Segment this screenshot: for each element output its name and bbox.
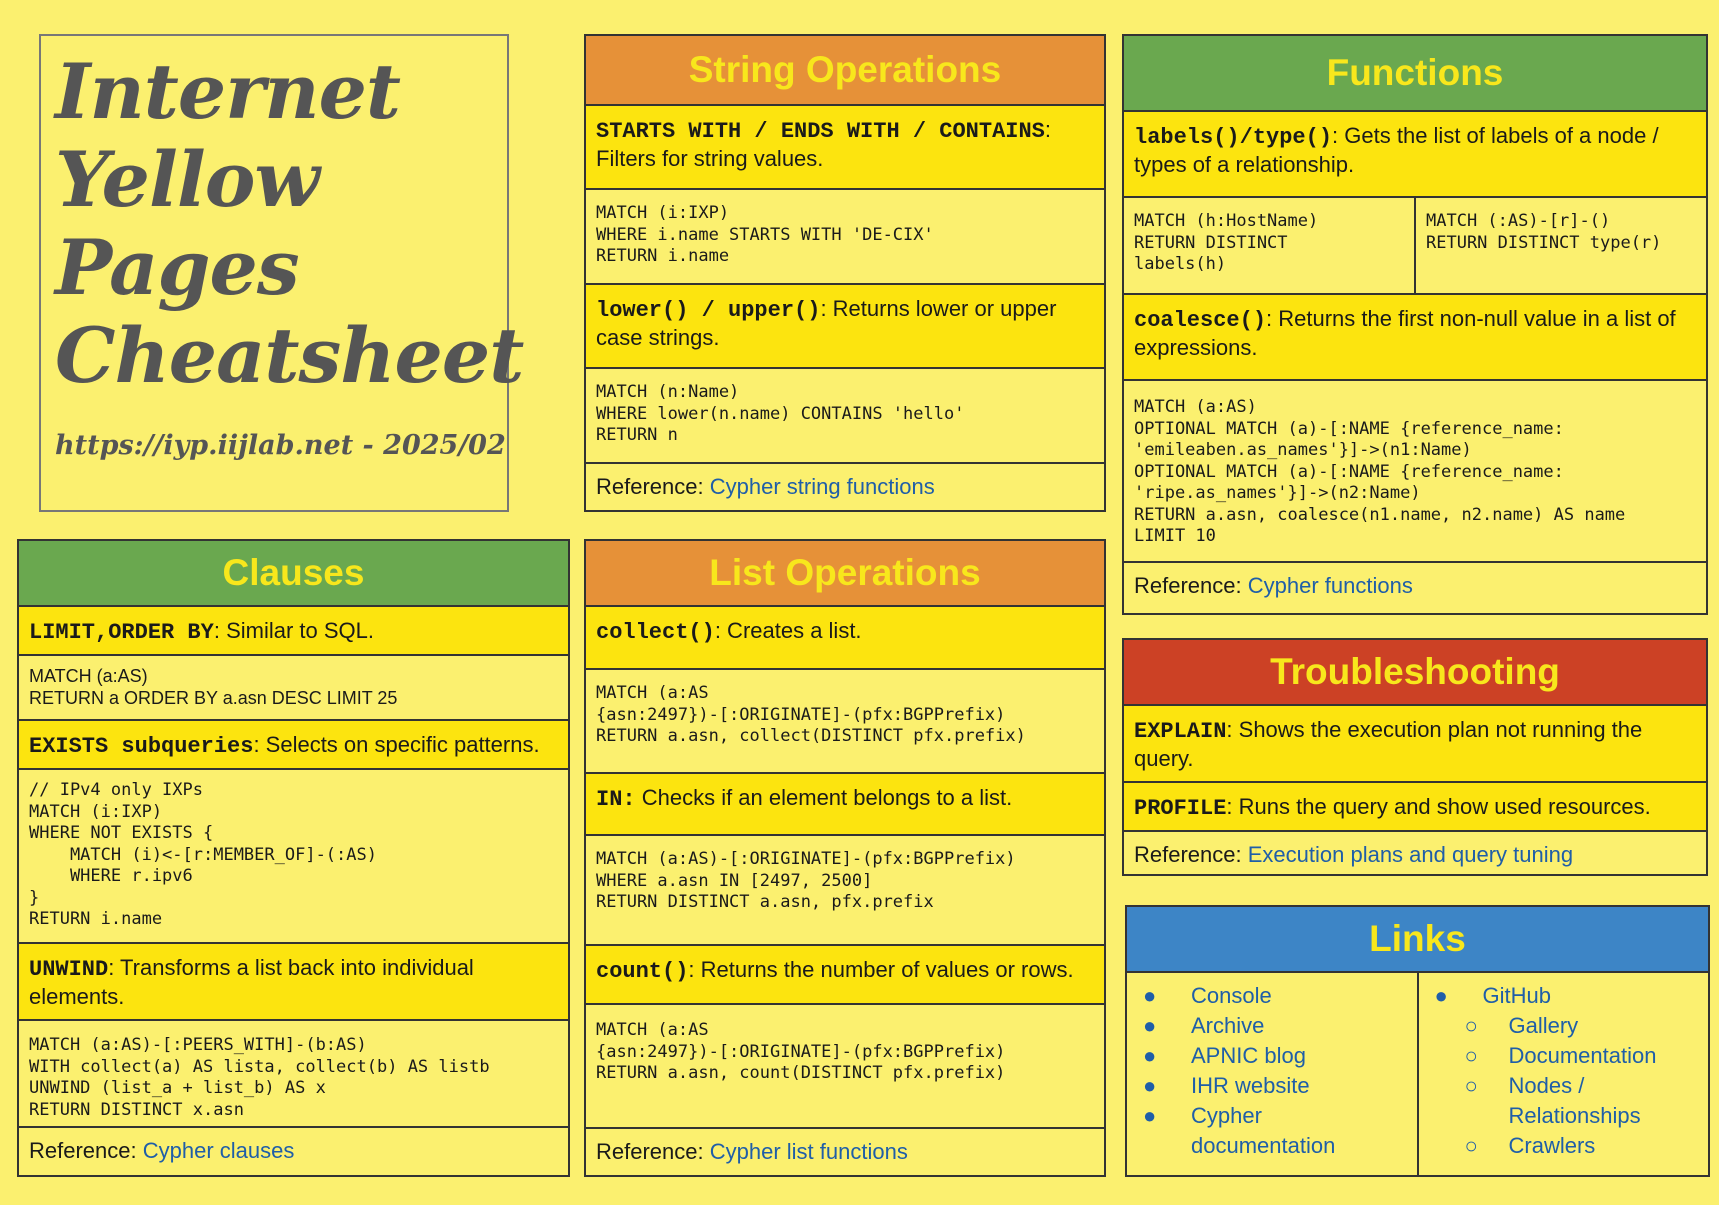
list-item[interactable] [1137,1071,1407,1101]
code-example: MATCH (i:IXP) WHERE i.name STARTS WITH 'DE-CIX' RETURN i.name [586,190,1104,285]
unwind-description [19,944,568,1021]
keyword: collect() [596,620,715,645]
description-text: : Filters for string values. [596,117,1051,171]
reference-label: Reference: [596,1139,710,1164]
cypher-documentation-link[interactable]: Cypher documentation [1191,1103,1336,1158]
keyword: EXISTS subqueries [29,734,254,759]
title-card [39,34,524,512]
count-description [586,946,1104,1005]
functions-card [1122,34,1708,615]
ihr-website-link[interactable]: IHR website [1191,1073,1310,1098]
apnic-blog-link[interactable]: APNIC blog [1191,1043,1306,1068]
keyword: LIMIT,ORDER BY [29,620,214,645]
description-text: : Creates a list. [714,618,862,643]
list-item[interactable] [1137,1041,1407,1071]
bullet-icon: ● [1143,1013,1157,1038]
description-text: Checks if an element belongs to a list. [635,785,1013,810]
reference [1124,832,1706,878]
code-example: MATCH (h:HostName) RETURN DISTINCT labels(h) [1124,198,1416,293]
cypher-clauses-link[interactable]: Cypher clauses [142,1138,295,1163]
title-line: Internet [55,47,401,136]
bullet-icon: ● [1143,1073,1157,1098]
documentation-link[interactable]: Documentation [1508,1043,1657,1068]
archive-link[interactable]: Archive [1191,1013,1265,1038]
circle-bullet-icon: ○ [1464,1013,1478,1038]
description-text: : Returns the number of values or rows. [688,957,1074,982]
collect-description [586,607,1104,670]
code-example: MATCH (a:AS) OPTIONAL MATCH (a)-[:NAME {reference_name: 'emileaben.as_names'}]->(n1:Name) OPTIONAL MATCH (a)-[:NAME {reference_name: 'ripe.as_names'}]->(n2:Name) RETURN a.asn, coalesce(n1.name, n2.name) AS name LIMIT 10 [1124,381,1706,563]
reference [586,464,1104,510]
code-example: MATCH (n:Name) WHERE lower(n.name) CONTAINS 'hello' RETURN n [586,369,1104,464]
case-functions-description [586,285,1104,369]
crawlers-link[interactable]: Crawlers [1508,1133,1596,1158]
keyword: IN: [596,787,636,812]
description-text: : Similar to SQL. [213,618,374,643]
code-example: MATCH (:AS)-[r]-() RETURN DISTINCT type(r) [1416,198,1706,293]
code-example: MATCH (a:AS)-[:PEERS_WITH]-(b:AS) WITH collect(a) AS lista, collect(b) AS listb UNWIND (list_a + list_b) AS x RETURN DISTINCT x.asn [19,1021,568,1128]
reference [586,1129,1104,1175]
cypher-functions-link[interactable]: Cypher functions [1247,573,1413,598]
code-example: MATCH (a:AS {asn:2497})-[:ORIGINATE]-(pfx:BGPPrefix) RETURN a.asn, collect(DISTINCT pfx.prefix) [586,670,1104,774]
list-item[interactable] [1137,1011,1407,1041]
troubleshooting-card [1122,638,1708,876]
code-example: MATCH (a:AS) RETURN a ORDER BY a.asn DESC LIMIT 25 [19,656,568,721]
list-item[interactable] [1429,1131,1699,1161]
code-example: MATCH (a:AS)-[:ORIGINATE]-(pfx:BGPPrefix) WHERE a.asn IN [2497, 2500] RETURN DISTINCT a.asn, pfx.prefix [586,836,1104,946]
description-text: : Runs the query and show used resources. [1226,794,1651,819]
reference-label: Reference: [596,474,710,499]
limit-order-description [19,607,568,656]
keyword: UNWIND [29,957,109,982]
labels-type-description [1124,112,1706,198]
title-line: Pages [55,223,299,312]
keyword: count() [596,959,689,984]
code-example: MATCH (a:AS {asn:2497})-[:ORIGINATE]-(pfx:BGPPrefix) RETURN a.asn, count(DISTINCT pfx.prefix) [586,1005,1104,1129]
circle-bullet-icon: ○ [1464,1133,1478,1158]
keyword: EXPLAIN [1134,719,1227,744]
list-operations-header: List Operations [586,541,1104,607]
keyword: lower() / upper() [596,298,821,323]
profile-description [1124,783,1706,832]
gallery-link[interactable]: Gallery [1508,1013,1579,1038]
nodes-relationships-link[interactable]: Nodes / Relationships [1508,1073,1641,1128]
clauses-header: Clauses [19,541,568,607]
circle-bullet-icon: ○ [1464,1043,1478,1068]
description-text: : Gets the list of labels of a node / types of a relationship. [1134,123,1659,177]
keyword: labels()/type() [1134,125,1333,150]
bullet-icon: ● [1434,983,1448,1008]
bullet-icon: ● [1143,983,1157,1008]
console-link[interactable]: Console [1191,983,1272,1008]
coalesce-description [1124,295,1706,381]
bullet-icon: ● [1143,1103,1157,1128]
description-text: : Transforms a list back into individual elements. [29,955,474,1009]
list-item[interactable] [1429,1011,1699,1041]
keyword: STARTS WITH / ENDS WITH / CONTAINS [596,119,1045,144]
title-line: Cheatsheet [55,311,524,400]
links-left-column [1127,973,1419,1175]
explain-description [1124,706,1706,783]
execution-plans-link[interactable]: Execution plans and query tuning [1247,842,1574,867]
description-text: : Shows the execution plan not running the query. [1134,717,1643,771]
list-item[interactable] [1429,1041,1699,1071]
functions-header: Functions [1124,36,1706,112]
bullet-icon: ● [1143,1043,1157,1068]
reference-label: Reference: [29,1138,143,1163]
string-operations-header: String Operations [586,36,1104,106]
string-operations-card [584,34,1106,512]
troubleshooting-header: Troubleshooting [1124,640,1706,706]
cypher-list-functions-link[interactable]: Cypher list functions [709,1139,908,1164]
exists-description [19,721,568,770]
cheatsheet-subtitle: https://iyp.iijlab.net - 2025/02 [55,430,506,461]
description-text: : Returns the first non-null value in a list of expressions. [1134,306,1676,360]
list-item[interactable] [1429,981,1699,1011]
title-line: Yellow [55,135,319,224]
code-example: // IPv4 only IXPs MATCH (i:IXP) WHERE NOT EXISTS { MATCH (i)<-[r:MEMBER_OF]-(:AS) WHERE r.ipv6 } RETURN i.name [19,770,568,944]
list-item[interactable] [1137,1101,1407,1161]
reference [1124,563,1706,609]
list-operations-card [584,539,1106,1177]
links-header: Links [1127,907,1708,973]
keyword: coalesce() [1134,308,1267,333]
in-description [586,774,1104,836]
description-text: : Returns lower or upper case strings. [596,296,1057,350]
keyword: PROFILE [1134,796,1227,821]
reference-label: Reference: [1134,842,1248,867]
reference [19,1128,568,1174]
list-item[interactable] [1137,981,1407,1011]
github-link[interactable]: GitHub [1482,983,1551,1008]
list-item[interactable] [1429,1071,1699,1131]
description-text: : Selects on specific patterns. [253,732,540,757]
links-right-column [1419,973,1709,1175]
cypher-string-functions-link[interactable]: Cypher string functions [709,474,935,499]
reference-label: Reference: [1134,573,1248,598]
links-card [1125,905,1710,1177]
string-ops-description [586,106,1104,190]
clauses-card [17,539,570,1177]
circle-bullet-icon: ○ [1464,1073,1478,1098]
cheatsheet-title [55,48,523,400]
